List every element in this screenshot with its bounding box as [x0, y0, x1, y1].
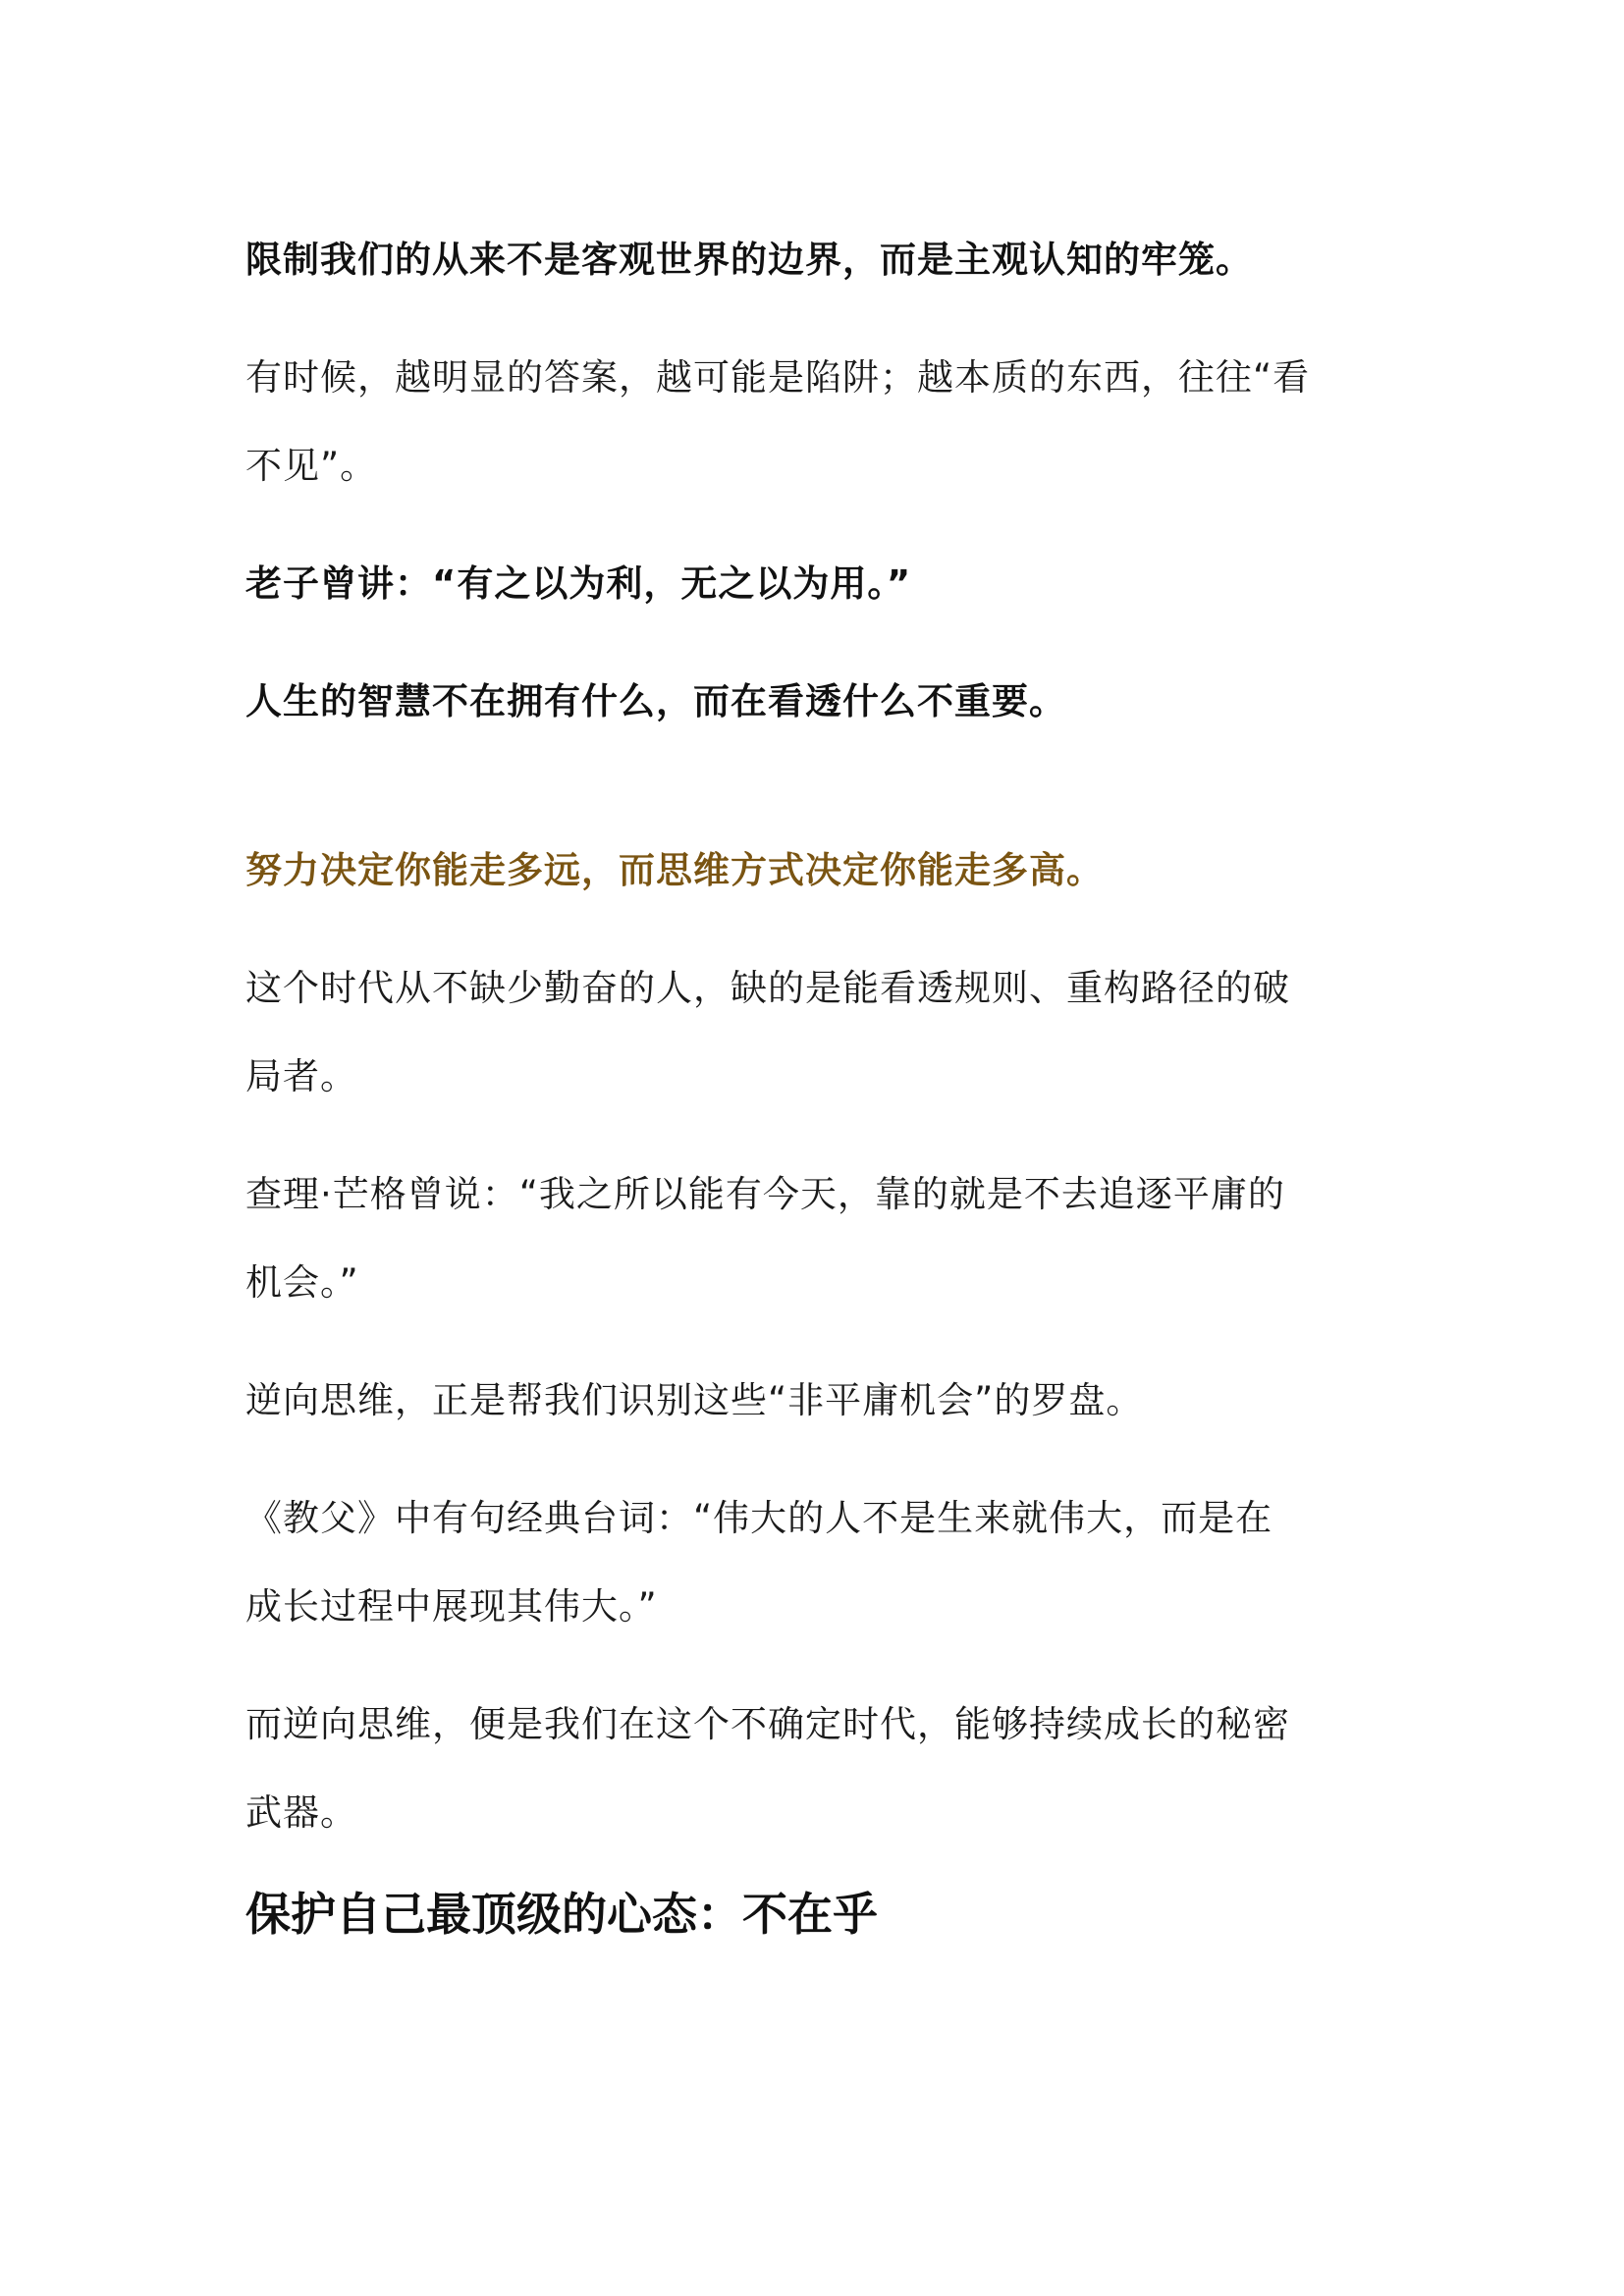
text-line: 查理·芒格曾说：“我之所以能有今天，靠的就是不去追逐平庸的: [245, 1173, 1285, 1215]
text-line: 努力决定你能走多远，而思维方式决定你能走多高。: [245, 849, 1104, 891]
text-line: 成长过程中展现其伟大。”: [245, 1585, 658, 1628]
text-line: 限制我们的从来不是客观世界的边界，而是主观认知的牢笼。: [245, 239, 1253, 281]
text-line: 《教父》中有句经典台词：“伟大的人不是生来就伟大，而是在: [245, 1497, 1273, 1539]
text-line: 这个时代从不缺少勤奋的人，缺的是能看透规则、重构路径的破: [245, 967, 1290, 1009]
text-line: 而逆向思维，便是我们在这个不确定时代，能够持续成长的秘密: [245, 1703, 1290, 1745]
paragraph-bold-quote: [245, 540, 1394, 628]
text-line: 逆向思维，正是帮我们识别这些“非平庸机会”的罗盘。: [245, 1379, 1144, 1421]
text-line: 局者。: [245, 1055, 357, 1097]
paragraph-godfather-quote: [245, 1474, 1394, 1651]
text-line: 有时候，越明显的答案，越可能是陷阱；越本质的东西，往往“看: [245, 356, 1311, 399]
text-line: 人生的智慧不在拥有什么，而在看透什么不重要。: [245, 680, 1066, 722]
paragraph-10: [245, 1681, 1394, 1857]
paragraph-2: [245, 334, 1394, 510]
paragraph-munger-quote: [245, 1150, 1394, 1327]
text-line: 机会。”: [245, 1261, 359, 1304]
text-line: 老子曾讲：“有之以为利，无之以为用。”: [245, 562, 912, 605]
paragraph-8: [245, 1357, 1394, 1445]
paragraph-6: [245, 944, 1394, 1121]
text-line: 不见”。: [245, 445, 378, 487]
paragraph-bold-1: [245, 216, 1394, 304]
section-heading: 保护自己最顶级的心态：不在乎: [245, 1888, 878, 1941]
text-line: 武器。: [245, 1791, 357, 1834]
paragraph-bold-4: [245, 658, 1394, 746]
paragraph-highlight: [245, 827, 1394, 915]
